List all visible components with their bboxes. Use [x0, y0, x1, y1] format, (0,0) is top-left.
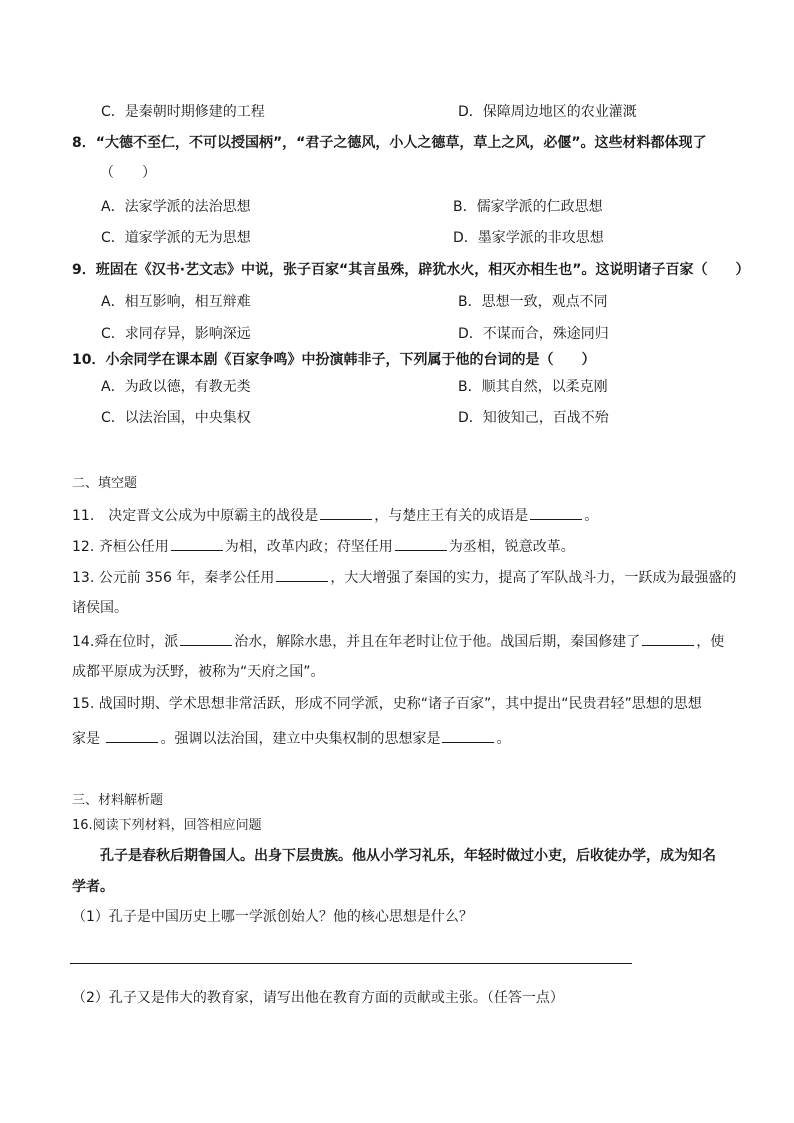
- q15-blank-2: [442, 728, 494, 743]
- q12-blank-2: [395, 536, 447, 551]
- q14-text-2: 治水，解除水患，并且在年老时让位于他。战国后期，秦国修建了: [234, 634, 641, 650]
- answer-line: [70, 963, 632, 964]
- q8-answer-paren: （ ）: [100, 165, 156, 181]
- q8-stem: 8．“大德不至仁，不可以授国柄”，“君子之德风，小人之德草，草上之风，必偃”。这些材料都体现了: [72, 135, 707, 151]
- q8-option-c: C．道家学派的无为思想: [101, 230, 251, 246]
- q13-line-2: 诸侯国。: [72, 600, 128, 616]
- q13-text-2: ，大大增强了秦国的实力，提高了军队战斗力，一跃成为最强盛的: [330, 570, 737, 586]
- q9-option-b: B．思想一致，观点不同: [458, 294, 608, 310]
- q11-text-1: 11. 决定晋文公成为中原霸主的战役是: [72, 508, 319, 524]
- q12-text-2: 为相，改革内政；苻坚任用: [224, 539, 393, 555]
- q10-option-d: D．知彼知己，百战不殆: [458, 410, 609, 426]
- q10-option-b: B．顺其自然，以柔克刚: [458, 379, 608, 395]
- q9-option-a: A．相互影响，相互辩难: [101, 294, 251, 310]
- q11-blank-2: [530, 505, 582, 520]
- q14-blank-2: [642, 631, 694, 646]
- q15-text-1: 家是: [72, 731, 105, 747]
- q8-option-d: D．墨家学派的非攻思想: [453, 230, 604, 246]
- q11: [72, 505, 598, 526]
- q10-stem: 10．小余同学在课本剧《百家争鸣》中扮演韩非子，下列属于他的台词的是（ ）: [72, 352, 596, 368]
- q13-text-1: 13. 公元前 356 年，秦孝公任用: [72, 570, 275, 586]
- q12-blank-1: [171, 536, 223, 551]
- q16-material-line-1: 孔子是春秋后期鲁国人。出身下层贵族。他从小学习礼乐，年轻时做过小吏，后收徒办学，成为知名: [100, 848, 716, 864]
- q10-option-a: A．为政以德，有教无类: [101, 379, 251, 395]
- q16-sub-question-2: （2）孔子又是伟大的教育家，请写出他在教育方面的贡献或主张。（任答一点）: [72, 990, 564, 1006]
- q9-option-d: D．不谋而合，殊途同归: [458, 326, 609, 342]
- q9-option-c: C．求同存异，影响深远: [101, 326, 251, 342]
- q15-text-3: 。: [496, 731, 511, 747]
- q14-text-3: ，使: [696, 634, 725, 650]
- q7-option-c: C．是秦朝时期修建的工程: [101, 104, 265, 120]
- q13: [72, 567, 736, 588]
- q15-line-2: [72, 728, 510, 749]
- q14: [72, 631, 724, 652]
- q15-line-1: 15. 战国时期、学术思想非常活跃，形成不同学派，史称“诸子百家”，其中提出“民贵君轻”思想的思想: [72, 696, 702, 712]
- q14-text-1: 14.舜在位时，派: [72, 634, 179, 650]
- q16-sub-question-1: （1）孔子是中国历史上哪一学派创始人？他的核心思想是什么？: [72, 909, 473, 925]
- q11-text-3: 。: [584, 508, 599, 524]
- q16-material-line-2: 学者。: [72, 879, 114, 895]
- section-3-title: 三、材料解析题: [72, 793, 164, 808]
- q12-text-3: 为丞相，锐意改革。: [448, 539, 575, 555]
- q10-option-c: C．以法治国，中央集权: [101, 410, 251, 426]
- q8-option-b: B．儒家学派的仁政思想: [453, 199, 603, 215]
- q8-option-a: A．法家学派的法治思想: [101, 199, 251, 215]
- q7-option-d: D．保障周边地区的农业灌溉: [458, 104, 637, 120]
- q12: [72, 536, 575, 557]
- q9-stem: 9．班固在《汉书·艺文志》中说，张子百家“其言虽殊，辟犹水火，相灭亦相生也”。这说明诸子百家（ ）: [72, 262, 750, 278]
- q14-blank-1: [180, 631, 232, 646]
- q15-blank-1: [106, 728, 158, 743]
- q13-blank-1: [276, 567, 328, 582]
- q15-text-2: 。强调以法治国，建立中央集权制的思想家是: [160, 731, 441, 747]
- q11-blank-1: [320, 505, 372, 520]
- q14-line-2: 成都平原成为沃野，被称为“天府之国”。: [72, 664, 325, 680]
- q11-text-2: ，与楚庄王有关的成语是: [374, 508, 529, 524]
- section-2-title: 二、填空题: [72, 476, 138, 491]
- q16-intro: 16.阅读下列材料，回答相应问题: [72, 818, 262, 833]
- q12-text-1: 12. 齐桓公任用: [72, 539, 169, 555]
